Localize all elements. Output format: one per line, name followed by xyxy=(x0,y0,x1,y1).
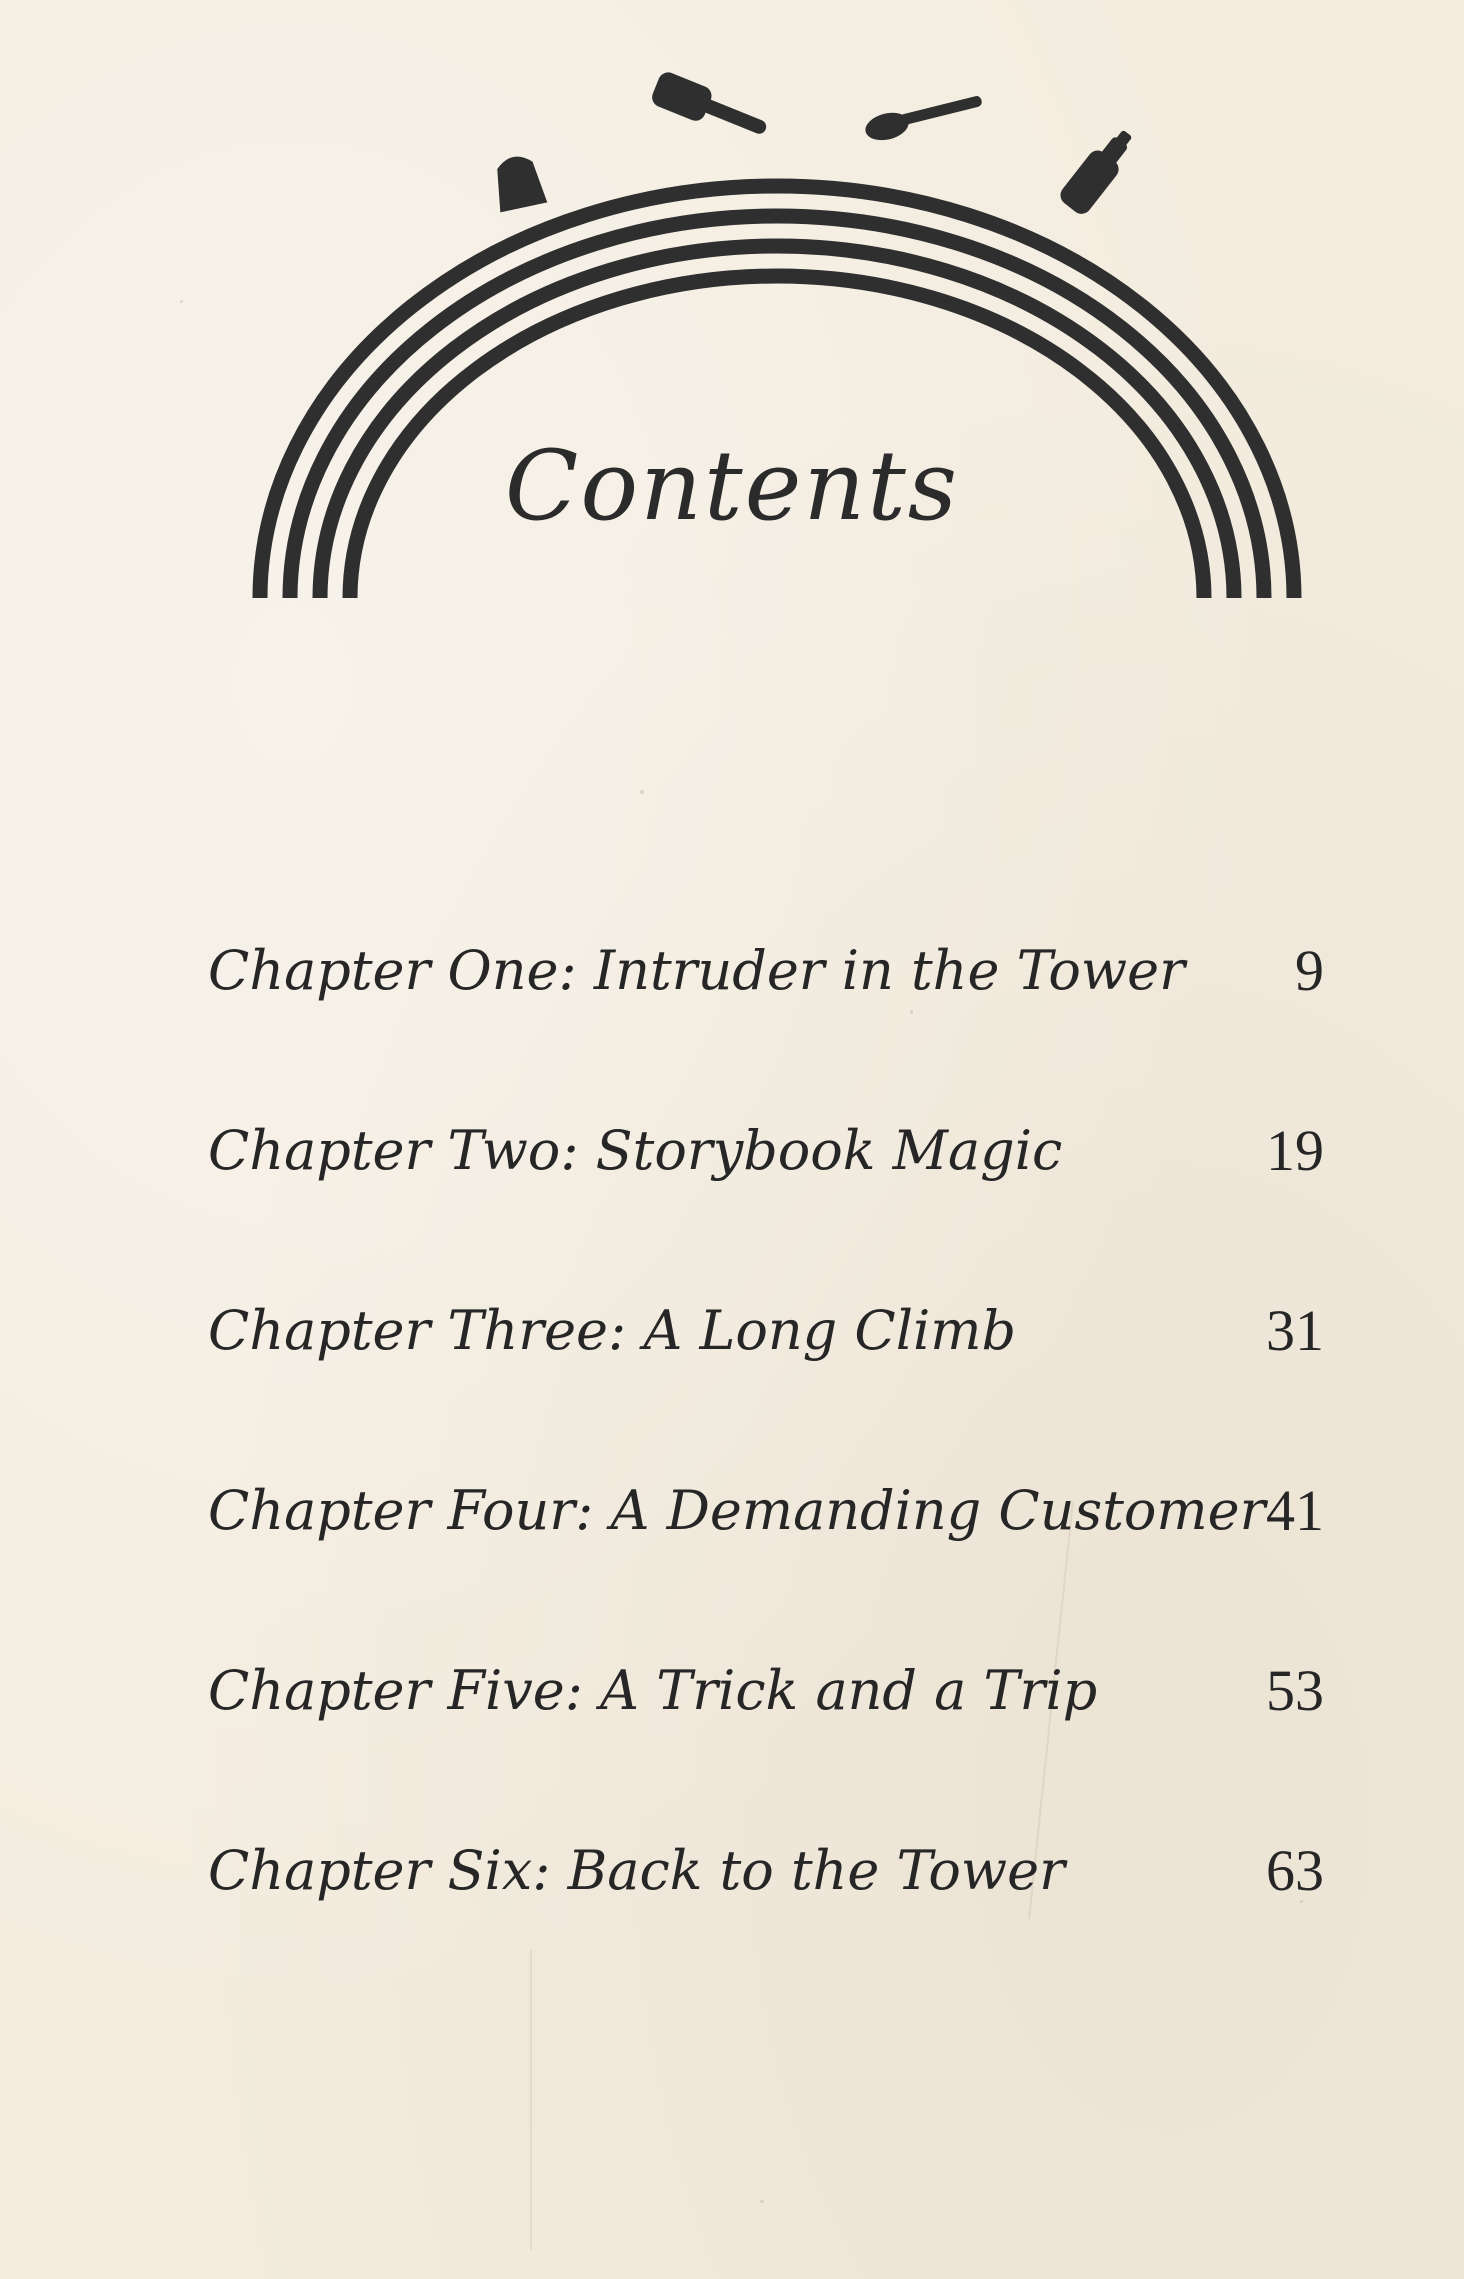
toc-chapter-title: Chapter Two: Storybook Magic xyxy=(208,1118,1063,1182)
toc-entry-chapter-two xyxy=(208,1060,1328,1240)
toc-page-number: 9 xyxy=(1295,937,1324,1003)
toc-entry-chapter-four xyxy=(208,1420,1328,1600)
spoon-icon xyxy=(863,90,986,144)
toc-chapter-title: Chapter Three: A Long Climb xyxy=(208,1298,1017,1362)
toc-chapter-title: Chapter Six: Back to the Tower xyxy=(208,1838,1065,1902)
paper-speck xyxy=(640,790,644,794)
toc-page-number: 19 xyxy=(1266,1117,1324,1183)
paper-speck xyxy=(760,2200,764,2203)
toc-chapter-title: Chapter Four: A Demanding Customer xyxy=(208,1478,1266,1542)
toc-chapter-title: Chapter One: Intruder in the Tower xyxy=(208,938,1185,1002)
toc-page-number: 63 xyxy=(1266,1837,1324,1903)
toc-entry-chapter-one xyxy=(208,880,1328,1060)
paper-crease xyxy=(530,1950,532,2250)
toc-page-number: 31 xyxy=(1266,1297,1324,1363)
toc-entry-chapter-six xyxy=(208,1780,1328,1960)
toc-entry-chapter-three xyxy=(208,1240,1328,1420)
table-of-contents xyxy=(208,880,1328,1960)
brush-icon xyxy=(649,69,772,147)
toc-page-number: 41 xyxy=(1266,1477,1324,1543)
thimble-icon xyxy=(490,152,548,212)
toc-chapter-title: Chapter Five: A Trick and a Trip xyxy=(208,1658,1098,1722)
bottle-icon xyxy=(1056,123,1141,218)
page-title: Contents xyxy=(504,430,960,542)
toc-entry-chapter-five xyxy=(208,1600,1328,1780)
header-illustration xyxy=(0,0,1464,640)
toc-page-number: 53 xyxy=(1266,1657,1324,1723)
